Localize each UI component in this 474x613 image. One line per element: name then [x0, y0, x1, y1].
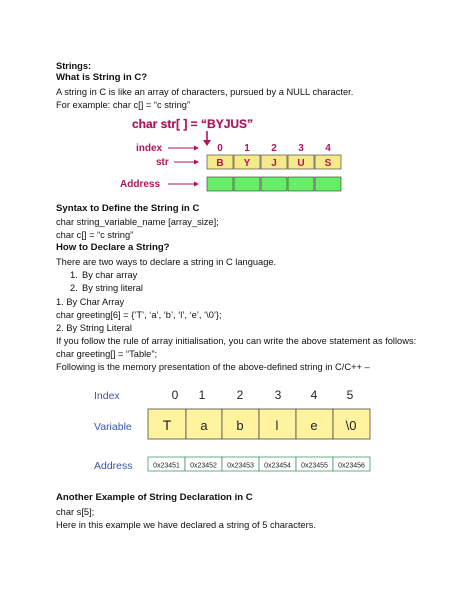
- example-text: For example: char c[] = “c string”: [56, 100, 191, 110]
- variable-cells: [148, 409, 370, 439]
- index-2: 2: [236, 388, 244, 402]
- syntax-heading: Syntax to Define the String in C: [56, 203, 200, 214]
- variable-char-0: T: [162, 417, 172, 433]
- address-4: 0x23455: [301, 462, 328, 470]
- address-1: 0x23452: [190, 462, 217, 470]
- list-item-text: By char array: [82, 270, 138, 280]
- index-1: 1: [244, 143, 250, 154]
- rule-text: If you follow the rule of array initialisation, you can write the above statement as follows:: [56, 336, 417, 346]
- char-0: B: [216, 158, 224, 169]
- char-3: U: [297, 158, 305, 169]
- syntax-line-2: char c[] = “c string”: [56, 230, 134, 240]
- heading-strings: Strings:: [56, 61, 92, 71]
- by-string-literal-label: 2. By String Literal: [56, 323, 132, 333]
- another-example-heading: Another Example of String Declaration in C: [56, 492, 253, 503]
- char-cells: [207, 155, 341, 169]
- variable-label: Variable: [94, 421, 132, 433]
- declare-intro: There are two ways to declare a string in C language.: [56, 257, 277, 267]
- address-cells: [148, 457, 370, 471]
- memory-presentation-text: Following is the memory presentation of the above-defined string in C/C++ –: [56, 362, 370, 372]
- address-cell-0: [207, 177, 233, 191]
- address-cells: [207, 177, 341, 191]
- index-1: 1: [198, 388, 206, 402]
- intro-text: A string in C is like an array of characters, pursued by a NULL character.: [56, 87, 354, 97]
- greeting-literal-line: char greeting[] = “Table”;: [56, 349, 158, 359]
- syntax-line-1: char string_variable_name [array_size];: [56, 217, 219, 227]
- index-3: 3: [298, 143, 304, 154]
- address-5: 0x23456: [338, 462, 365, 470]
- char-s-line: char s[5];: [56, 507, 95, 517]
- index-row: [172, 388, 354, 402]
- list-number: 1.: [70, 270, 78, 280]
- index-5: 5: [346, 388, 354, 402]
- str-label: str: [156, 157, 169, 168]
- list-number: 2.: [70, 283, 78, 293]
- address-label: Address: [120, 179, 161, 190]
- byjus-string-diagram: [110, 114, 360, 199]
- index-0: 0: [217, 143, 223, 154]
- address-3: 0x23454: [264, 462, 291, 470]
- variable-char-1: a: [200, 418, 208, 433]
- index-3: 3: [274, 388, 282, 402]
- variable-char-3: l: [275, 418, 279, 433]
- index-0: 0: [171, 388, 179, 402]
- greeting-array-line: char greeting[6] = {‘T’, ‘a’, ‘b’, ‘l’, ‘e’, ‘\0’};: [56, 310, 222, 320]
- index-label: index: [136, 143, 163, 154]
- address-label: Address: [94, 460, 133, 472]
- index-2: 2: [271, 143, 277, 154]
- variable-char-5: \0: [345, 418, 357, 433]
- by-char-array-label: 1. By Char Array: [56, 297, 125, 307]
- list-item: [70, 282, 143, 294]
- declaration-label: char str[ ] = “BYJUS”: [132, 117, 254, 131]
- address-cell-4: [315, 177, 341, 191]
- address-0: 0x23451: [153, 462, 180, 470]
- index-label: Index: [94, 390, 120, 402]
- address-2: 0x23453: [227, 462, 254, 470]
- char-2: J: [271, 158, 277, 169]
- heading-what-is-string: What is String in C?: [56, 72, 148, 83]
- address-cell-2: [261, 177, 287, 191]
- variable-char-4: e: [310, 418, 318, 433]
- arrow-right-icon: [194, 160, 199, 165]
- char-4: S: [324, 158, 332, 169]
- list-item-text: By string literal: [82, 283, 143, 293]
- list-item: [70, 269, 137, 281]
- final-text: Here in this example we have declared a string of 5 characters.: [56, 520, 316, 530]
- index-4: 4: [310, 388, 318, 402]
- arrow-right-icon: [194, 182, 199, 187]
- table-string-memory-diagram: [88, 380, 388, 480]
- address-cell-1: [234, 177, 260, 191]
- char-1: Y: [243, 158, 251, 169]
- arrow-right-icon: [194, 146, 199, 151]
- declare-heading: How to Declare a String?: [56, 242, 170, 253]
- variable-char-2: b: [236, 418, 244, 433]
- down-arrow-icon: [203, 140, 211, 146]
- index-row: [217, 143, 331, 154]
- index-4: 4: [325, 143, 331, 154]
- address-cell-3: [288, 177, 314, 191]
